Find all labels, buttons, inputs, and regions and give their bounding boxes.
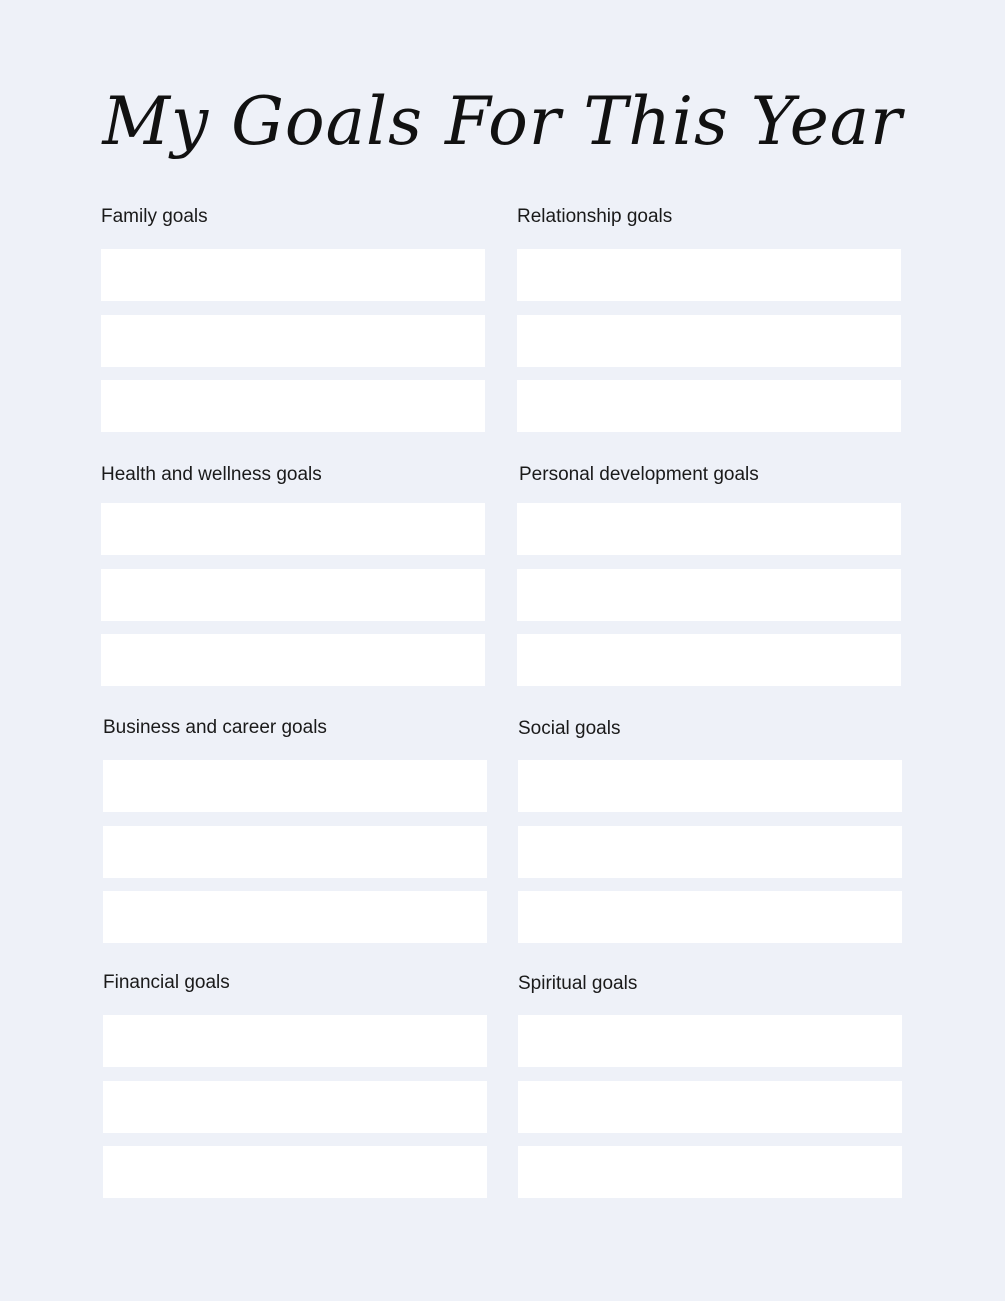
goal-entry-field[interactable] [517,380,901,432]
goal-entry-field[interactable] [518,891,902,943]
section-label: Relationship goals [517,206,673,227]
goal-entry-field[interactable] [517,315,901,367]
section-family-goals [101,206,487,432]
goal-entry-field[interactable] [101,249,485,301]
section-social-goals [518,718,904,943]
goal-entry-field[interactable] [103,826,487,878]
goal-entry-field[interactable] [101,380,485,432]
goal-entry-field[interactable] [101,315,485,367]
goal-entry-field[interactable] [103,760,487,812]
section-relationship-goals [517,206,903,432]
goal-entry-field[interactable] [518,826,902,878]
section-label: Spiritual goals [518,973,638,994]
section-business-and-career-goals [103,717,489,943]
goal-entry-field[interactable] [517,503,901,555]
section-personal-development-goals [517,464,903,686]
goal-entry-field[interactable] [103,1081,487,1133]
goal-entry-field[interactable] [101,569,485,621]
goal-entry-field[interactable] [103,891,487,943]
section-label: Family goals [101,206,208,227]
goal-entry-field[interactable] [517,634,901,686]
section-financial-goals [103,972,489,1198]
section-label: Social goals [518,718,621,739]
goal-entry-field[interactable] [518,760,902,812]
goal-entry-field[interactable] [101,634,485,686]
goal-entry-field[interactable] [518,1015,902,1067]
section-label: Business and career goals [103,717,327,738]
page-title: My Goals For This Year [102,83,903,160]
goal-entry-field[interactable] [518,1081,902,1133]
section-label: Health and wellness goals [101,464,322,485]
section-label: Financial goals [103,972,230,993]
goal-entry-field[interactable] [517,249,901,301]
goal-entry-field[interactable] [517,569,901,621]
goal-entry-field[interactable] [103,1015,487,1067]
goal-entry-field[interactable] [518,1146,902,1198]
section-health-and-wellness-goals [101,464,487,686]
section-spiritual-goals [518,973,904,1198]
goal-entry-field[interactable] [101,503,485,555]
section-label: Personal development goals [519,464,759,485]
goal-entry-field[interactable] [103,1146,487,1198]
